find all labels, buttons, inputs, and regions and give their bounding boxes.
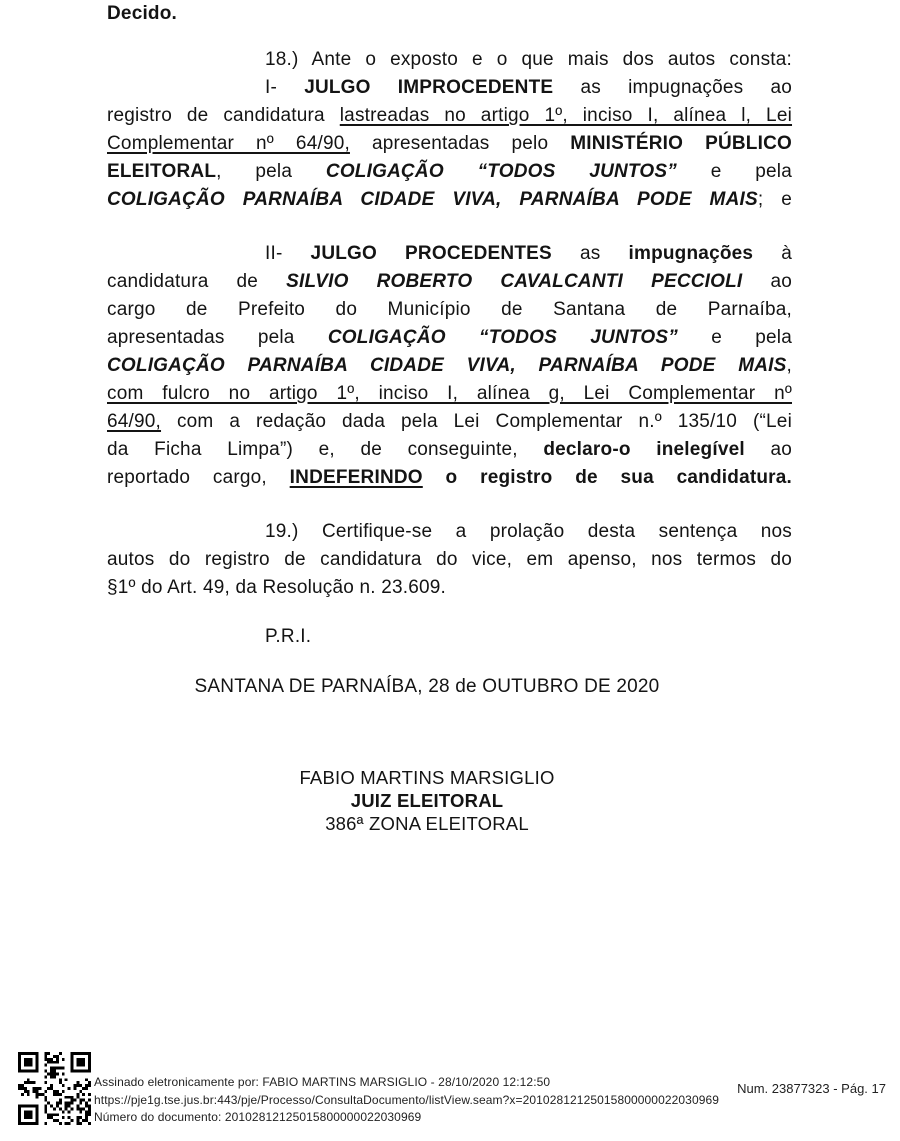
text-run: as impugnações ao: [553, 77, 792, 98]
text-line: [107, 812, 747, 835]
text-line: [107, 240, 792, 268]
paragraph: [107, 673, 747, 701]
text-line: [107, 296, 792, 324]
text-run: com a redação dada pela Lei Complementar n.º 135/10 (“Lei: [161, 411, 792, 432]
text-run: COLIGAÇÃO PARNAÍBA CIDADE VIVA, PARNAÍBA PODE MAIS: [107, 355, 787, 376]
text-run: registro de candidatura: [107, 105, 340, 126]
text-run: reportado cargo,: [107, 467, 290, 488]
paragraph: [107, 74, 792, 214]
text-run: COLIGAÇÃO “TODOS JUNTOS”: [325, 161, 677, 182]
text-line: [107, 130, 792, 158]
text-run: autos do registro de candidatura do vice, em apenso, nos termos do: [107, 549, 792, 570]
page-footer: [0, 1040, 900, 1141]
text-line: [107, 186, 792, 214]
paragraph: [107, 240, 792, 492]
text-line: [107, 158, 792, 186]
text-line: [107, 546, 792, 574]
text-run: COLIGAÇÃO “TODOS JUNTOS”: [327, 327, 678, 348]
verification-url-line: https://pje1g.tse.jus.br:443/pje/Processo/ConsultaDocumento/listView.seam?x=20102812125015800000022030969: [94, 1092, 720, 1107]
text-run: INDEFERINDO: [289, 467, 423, 488]
text-run: SILVIO ROBERTO CAVALCANTI PECCIOLI: [286, 271, 743, 292]
text-run: SANTANA DE PARNAÍBA, 28 de OUTUBRO DE 2020: [194, 676, 660, 697]
signature-info: [94, 1074, 719, 1127]
text-run: JULGO IMPROCEDENTE: [304, 77, 554, 98]
text-run: e pela: [677, 327, 792, 348]
text-run: à: [753, 243, 792, 264]
text-line: [107, 623, 792, 651]
text-run: §1º do Art. 49, da Resolução n. 23.609.: [107, 577, 447, 598]
text-run: ; e: [757, 189, 792, 210]
text-line: [107, 436, 792, 464]
text-run: ao: [742, 271, 792, 292]
text-line: [107, 673, 747, 701]
text-run: impugnações: [628, 243, 754, 264]
text-run: apresentadas pelo: [349, 133, 571, 154]
text-run: MINISTÉRIO PÚBLICO: [570, 133, 792, 154]
text-line: [107, 380, 792, 408]
paragraph: [107, 0, 792, 28]
text-line: [107, 352, 792, 380]
text-run: candidatura de: [107, 271, 287, 292]
text-line: [107, 518, 792, 546]
text-line: [107, 74, 792, 102]
text-run: o registro de sua candidatura.: [445, 467, 793, 488]
text-run: II-: [265, 243, 311, 264]
qr-code-icon: [18, 1052, 91, 1125]
text-line: [107, 408, 792, 436]
document-body: [107, 0, 792, 835]
text-line: [107, 574, 792, 602]
text-line: [107, 102, 792, 130]
text-run: 18.) Ante o exposto e o que mais dos autos consta:: [265, 49, 792, 70]
page-number-label: Num. 23877323 - Pág. 17: [737, 1081, 886, 1096]
text-run: 19.) Certifique-se a prolação desta sentença nos: [265, 521, 792, 542]
text-run: Complementar nº 64/90,: [107, 133, 350, 154]
text-run: COLIGAÇÃO PARNAÍBA CIDADE VIVA, PARNAÍBA PODE MAIS: [107, 189, 758, 210]
text-run: JUIZ ELEITORAL: [350, 790, 504, 811]
text-line: [107, 0, 792, 28]
text-run: I-: [265, 77, 305, 98]
paragraph: [107, 766, 747, 835]
text-run: ELEITORAL: [107, 161, 217, 182]
text-run: ,: [786, 355, 792, 376]
text-run: [423, 467, 446, 488]
text-run: 386ª ZONA ELEITORAL: [325, 813, 529, 834]
text-run: ao: [744, 439, 792, 460]
text-line: [107, 46, 792, 74]
text-run: JULGO PROCEDENTES: [310, 243, 552, 264]
text-line: [107, 464, 792, 492]
text-run: e pela: [676, 161, 792, 182]
text-run: , pela: [216, 161, 326, 182]
text-run: com fulcro no artigo 1º, inciso I, alínea g, Lei Complementar nº: [107, 383, 792, 404]
text-run: declaro-o inelegível: [543, 439, 745, 460]
text-run: lastreadas no artigo 1º, inciso I, alínea l, Lei: [339, 105, 793, 126]
paragraph: [107, 623, 792, 651]
text-run: Decido.: [107, 3, 178, 24]
text-run: 64/90,: [107, 411, 162, 432]
text-run: apresentadas pela: [107, 327, 328, 348]
text-run: FABIO MARTINS MARSIGLIO: [299, 767, 555, 788]
text-run: cargo de Prefeito do Município de Santana de Parnaíba,: [107, 299, 792, 320]
text-run: as: [551, 243, 629, 264]
text-line: [107, 766, 747, 789]
text-line: [107, 268, 792, 296]
text-run: P.R.I.: [265, 626, 312, 647]
text-run: da Ficha Limpa”) e, de conseguinte,: [107, 439, 544, 460]
text-line: [107, 324, 792, 352]
signed-by-line: Assinado eletronicamente por: FABIO MARTINS MARSIGLIO - 28/10/2020 12:12:50: [94, 1075, 551, 1089]
document-number-line: Número do documento: 20102812125015800000022030969: [94, 1110, 422, 1124]
text-line: [107, 789, 747, 812]
paragraph: [107, 518, 792, 602]
paragraph: [107, 46, 792, 74]
